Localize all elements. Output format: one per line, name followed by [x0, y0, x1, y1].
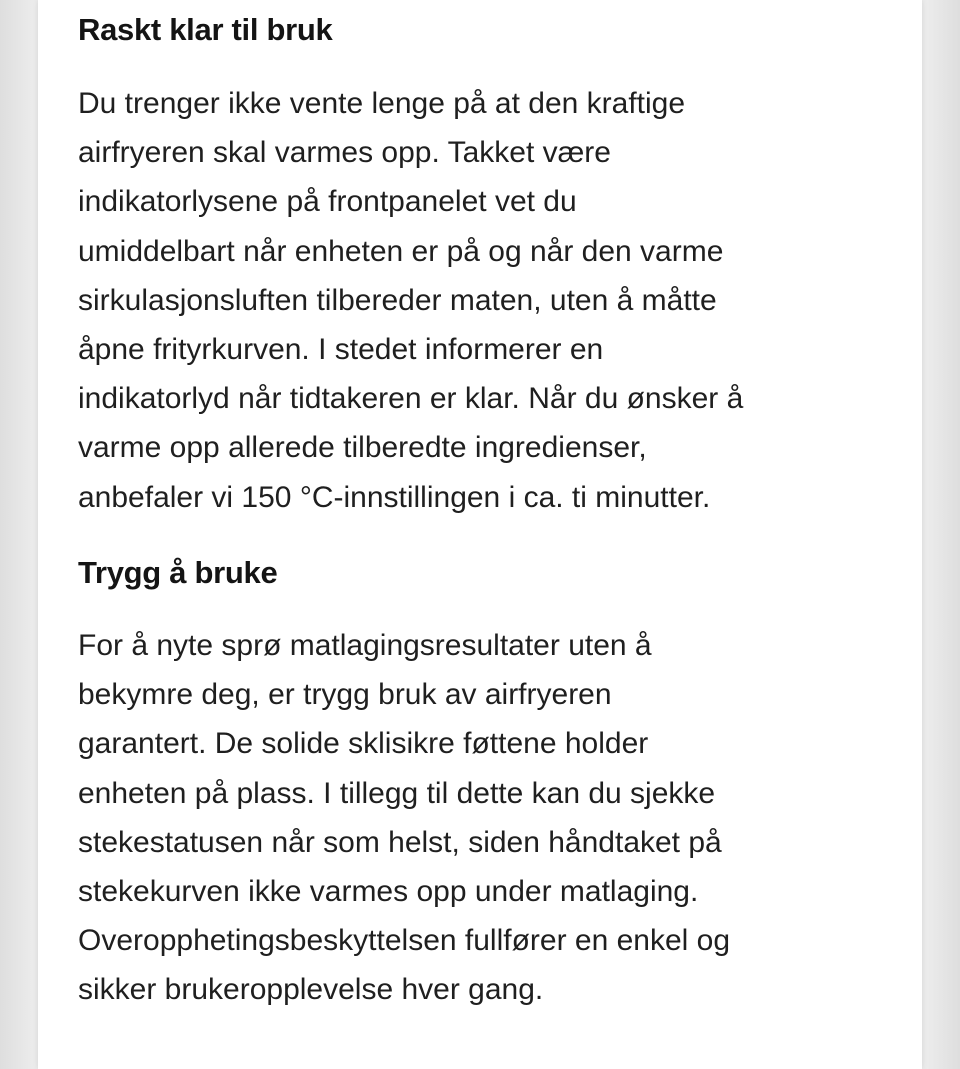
paragraph-line: åpne frityrkurven. I stedet informerer en: [78, 333, 604, 367]
paragraph-line: airfryeren skal varmes opp. Takket være: [78, 136, 611, 170]
paragraph-line: indikatorlysene på frontpanelet vet du: [78, 185, 577, 219]
paragraph-line: bekymre deg, er trygg bruk av airfryeren: [78, 678, 612, 712]
paragraph-line: For å nyte sprø matlagingsresultater uten å: [78, 629, 652, 662]
section-heading-trygg: Trygg å bruke: [78, 555, 278, 590]
section-paragraph-trygg: [78, 621, 730, 1015]
paragraph-line: stekestatusen når som helst, siden håndtaket på: [78, 825, 722, 859]
paragraph-line: sikker brukeropplevelse hver gang.: [78, 973, 544, 1007]
paragraph-line: stekekurven ikke varmes opp under matlaging.: [78, 875, 699, 909]
paragraph-line: sirkulasjonsluften tilbereder maten, uten å måtte: [78, 283, 717, 317]
paragraph-line: varme opp allerede tilberedte ingredienser,: [78, 431, 647, 465]
paragraph-line: umiddelbart når enheten er på og når den varme: [78, 234, 724, 268]
section-paragraph-raskt-klar: [78, 79, 743, 522]
section-heading-raskt-klar: Raskt klar til bruk: [78, 12, 333, 47]
paragraph-line: Overopphetingsbeskyttelsen fullfører en enkel og: [78, 924, 731, 958]
article-card: [38, 0, 922, 1069]
paragraph-line: garantert. De solide sklisikre føttene holder: [78, 727, 649, 761]
paragraph-line: indikatorlyd når tidtakeren er klar. Når du ønsker å: [78, 382, 744, 416]
paragraph-line: anbefaler vi 150 °C-innstillingen i ca. ti minutter.: [78, 480, 711, 514]
paragraph-line: Du trenger ikke vente lenge på at den kraftige: [78, 87, 686, 120]
paragraph-line: enheten på plass. I tillegg til dette kan du sjekke: [78, 776, 716, 810]
